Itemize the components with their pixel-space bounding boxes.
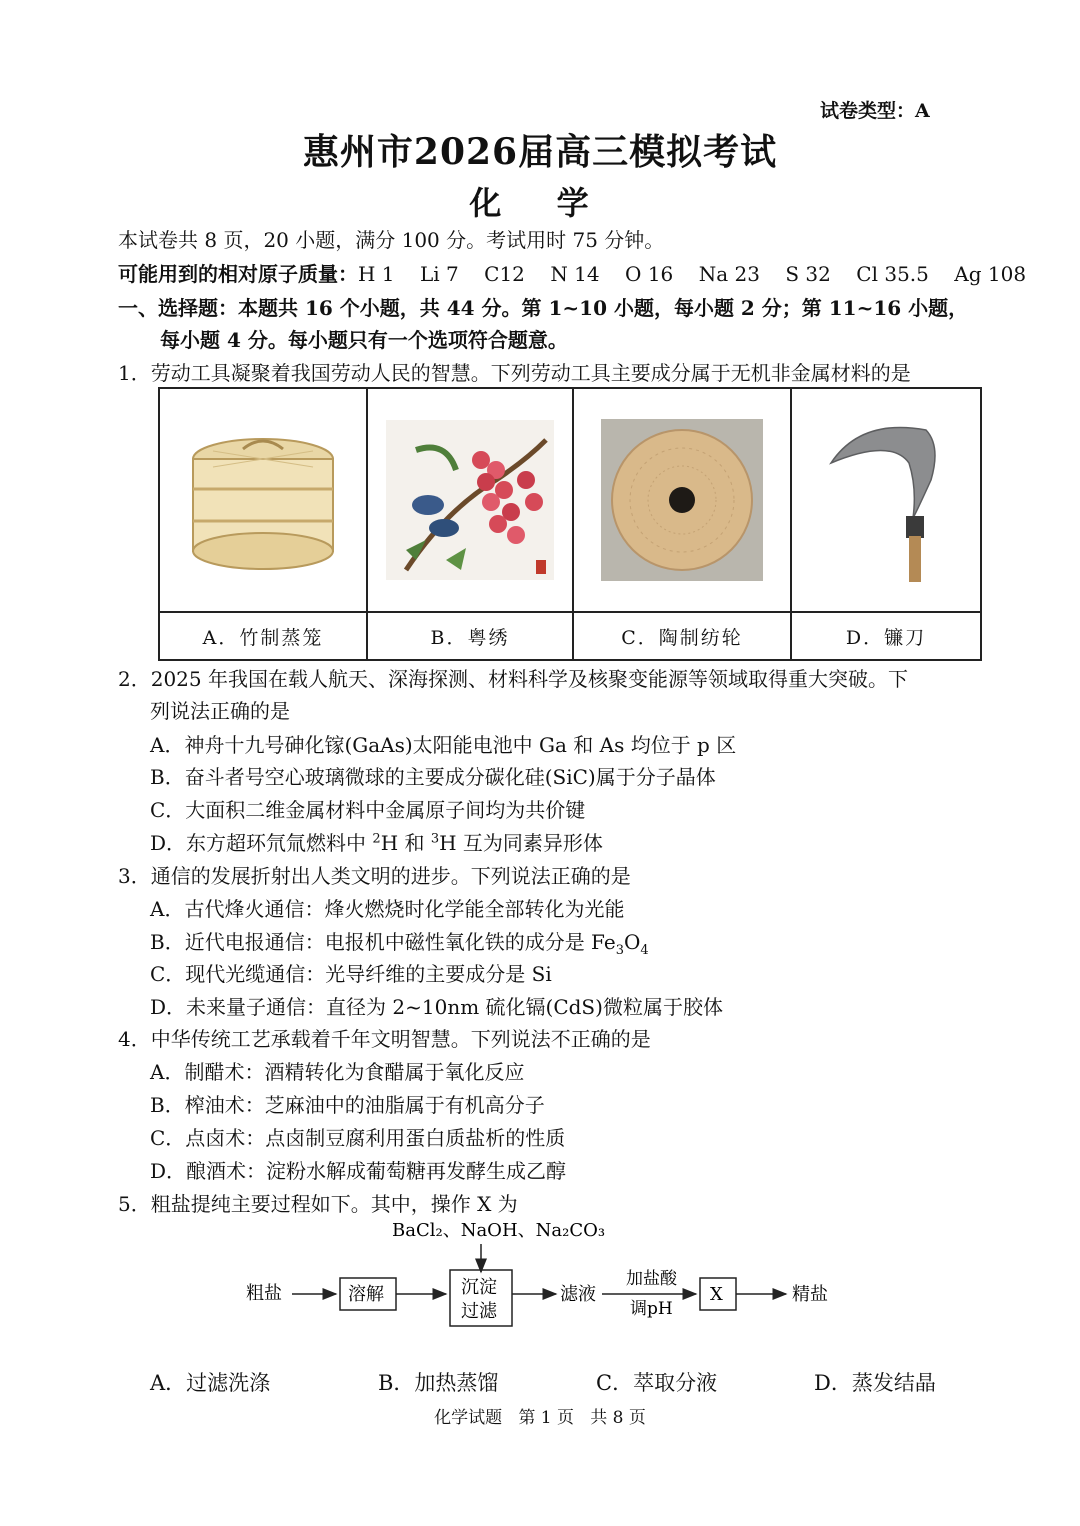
section-heading: 一、选择题：本题共 16 个小题，共 44 分。第 1~10 小题，每小题 2 分；第 11~16 小题， bbox=[118, 296, 969, 320]
exam-title: 惠州市2026届高三模拟考试 bbox=[302, 131, 778, 173]
q5-option-d[interactable]: D．蒸发结晶 bbox=[814, 1371, 936, 1395]
flow-reagents-label: BaCl₂、NaOH、Na₂CO₃ bbox=[392, 1220, 606, 1241]
flow-add-acid-label: 加盐酸 bbox=[626, 1269, 677, 1289]
q2-stem-cont: 列说法正确的是 bbox=[150, 699, 290, 723]
q5-option-b[interactable]: B．加热蒸馏 bbox=[378, 1371, 499, 1395]
q2-option-a[interactable]: A．神舟十九号砷化镓(GaAs)太阳能电池中 Ga 和 As 均位于 p 区 bbox=[150, 733, 737, 757]
q1-option-c[interactable]: C．陶制纺轮 bbox=[573, 612, 791, 660]
q2-option-b[interactable]: B．奋斗者号空心玻璃微球的主要成分碳化硅(SiC)属于分子晶体 bbox=[150, 765, 716, 789]
subject-title: 化 学 bbox=[469, 184, 611, 222]
sickle-image bbox=[821, 418, 951, 583]
q1-option-d[interactable]: D．镰刀 bbox=[791, 612, 981, 660]
q3-option-b-text: B．近代电报通信：电报机中磁性氧化铁的成分是 Fe bbox=[150, 930, 616, 954]
q2-stem: 2．2025 年我国在载人航天、深海探测、材料科学及核聚变能源等领域取得重大突破。下 bbox=[118, 667, 908, 691]
q3-option-a[interactable]: A．古代烽火通信：烽火燃烧时化学能全部转化为光能 bbox=[150, 897, 625, 921]
q2-superscript-3: 3 bbox=[430, 831, 440, 847]
q1-image-a-cell bbox=[159, 388, 367, 612]
q3-option-d[interactable]: D．未来量子通信：直径为 2~10nm 硫化镉(CdS)微粒属于胶体 bbox=[150, 995, 723, 1019]
q4-option-d[interactable]: D．酿酒术：淀粉水解成葡萄糖再发酵生成乙醇 bbox=[150, 1159, 567, 1183]
q2-option-d-text: D．东方超环氘氚燃料中 bbox=[150, 831, 373, 855]
q3-option-c[interactable]: C．现代光缆通信：光导纤维的主要成分是 Si bbox=[150, 962, 552, 986]
flow-filtrate-label: 滤液 bbox=[560, 1284, 596, 1305]
flow-x-label: X bbox=[710, 1284, 723, 1305]
q3-subscript-3: 3 bbox=[615, 943, 624, 958]
flow-precipitate-label: 沉淀 bbox=[461, 1277, 497, 1298]
salt-purification-flowchart bbox=[240, 1210, 840, 1350]
exam-info: 本试卷共 8 页，20 小题，满分 100 分。考试用时 75 分钟。 bbox=[118, 228, 665, 252]
q1-options-table bbox=[158, 387, 982, 661]
q1-image-c-cell bbox=[573, 388, 791, 612]
paper-type-label: 试卷类型：A bbox=[820, 100, 930, 122]
q2-option-d-mid: H 和 bbox=[380, 831, 431, 855]
atomic-mass-label: 可能用到的相对原子质量： bbox=[118, 262, 358, 286]
q5-option-a[interactable]: A．过滤洗涤 bbox=[150, 1371, 271, 1395]
q3-option-b[interactable] bbox=[150, 926, 649, 958]
q2-option-c[interactable]: C．大面积二维金属材料中金属原子间均为共价键 bbox=[150, 798, 586, 822]
q3-option-b-o: O bbox=[623, 930, 641, 954]
flow-start-label: 粗盐 bbox=[246, 1283, 282, 1304]
q3-subscript-4: 4 bbox=[640, 943, 649, 958]
q1-option-a[interactable]: A．竹制蒸笼 bbox=[159, 612, 367, 660]
flow-end-label: 精盐 bbox=[792, 1284, 828, 1305]
q2-option-d-end: H 互为同素异形体 bbox=[439, 831, 603, 855]
q1-stem: 1．劳动工具凝聚着我国劳动人民的智慧。下列劳动工具主要成分属于无机非金属材料的是 bbox=[118, 361, 911, 385]
q5-stem: 5．粗盐提纯主要过程如下。其中，操作 X 为 bbox=[118, 1192, 518, 1216]
q2-option-d[interactable] bbox=[150, 827, 603, 856]
page-footer: 化学试题 第 1 页 共 8 页 bbox=[434, 1408, 646, 1428]
q4-option-b[interactable]: B．榨油术：芝麻油中的油脂属于有机高分子 bbox=[150, 1093, 545, 1117]
flow-adjust-ph-label: 调pH bbox=[630, 1299, 673, 1319]
flow-filter-label: 过滤 bbox=[461, 1301, 497, 1322]
q5-option-c[interactable]: C．萃取分液 bbox=[596, 1371, 718, 1395]
q2-superscript-2: 2 bbox=[372, 831, 381, 847]
q4-option-a[interactable]: A．制醋术：酒精转化为食醋属于氧化反应 bbox=[150, 1060, 525, 1084]
atomic-mass-line bbox=[118, 258, 1026, 287]
atomic-mass-values: H 1 Li 7 C12 N 14 O 16 Na 23 S 32 Cl 35.5 Ag 108 bbox=[358, 262, 1027, 286]
q3-stem: 3．通信的发展折射出人类文明的进步。下列说法正确的是 bbox=[118, 864, 631, 888]
bamboo-steamer-image bbox=[183, 425, 343, 575]
q4-stem: 4．中华传统工艺承载着千年文明智慧。下列说法不正确的是 bbox=[118, 1027, 651, 1051]
q4-option-c[interactable]: C．点卤术：点卤制豆腐利用蛋白质盐析的性质 bbox=[150, 1126, 566, 1150]
pottery-spindle-whorl-image bbox=[601, 419, 763, 581]
q1-image-d-cell bbox=[791, 388, 981, 612]
q1-image-b-cell bbox=[367, 388, 573, 612]
flow-dissolve-label: 溶解 bbox=[348, 1284, 384, 1305]
q1-option-b[interactable]: B．粤绣 bbox=[367, 612, 573, 660]
section-heading-cont: 每小题 4 分。每小题只有一个选项符合题意。 bbox=[160, 328, 568, 352]
embroidery-image bbox=[386, 420, 554, 580]
